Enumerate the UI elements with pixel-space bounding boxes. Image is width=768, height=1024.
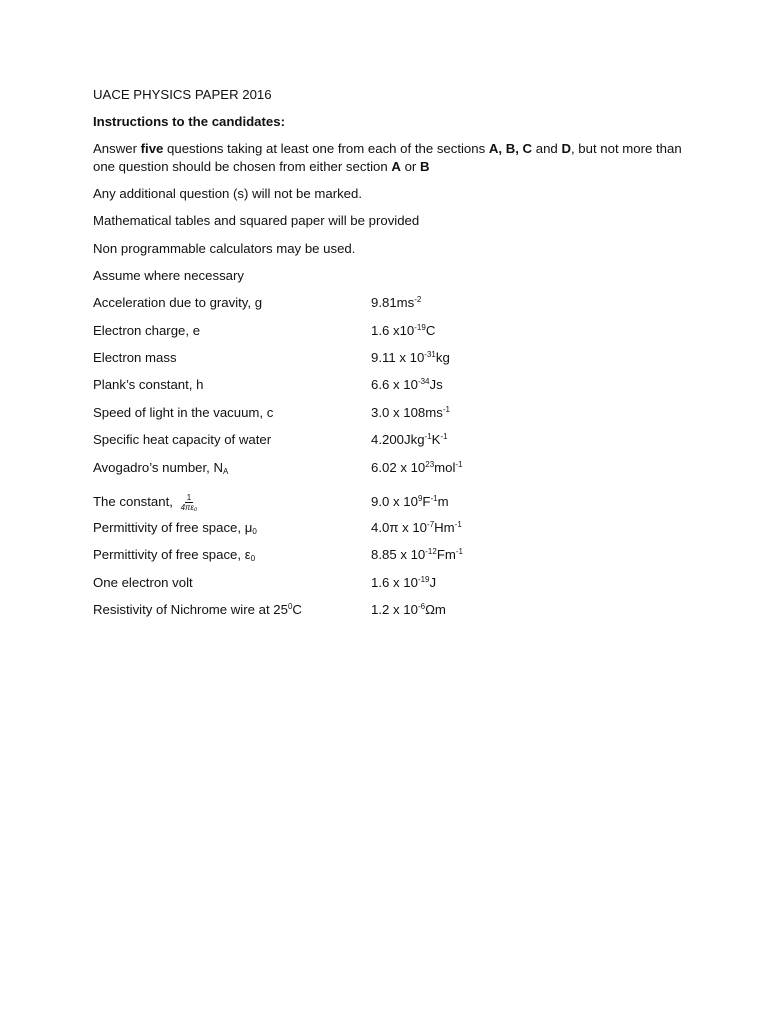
value-base: 3.0 x 108ms <box>371 404 443 420</box>
constant-value <box>371 601 446 619</box>
value-exponent: -1 <box>455 459 463 469</box>
value-exponent: -1 <box>455 547 463 557</box>
constant-label: One electron volt <box>93 574 193 590</box>
value-unit: Fm <box>436 547 456 563</box>
constant-value <box>371 493 449 511</box>
constant-row-gravity <box>93 294 693 321</box>
label-text: Permittivity of free space, ε <box>93 547 251 563</box>
constant-value <box>371 294 421 312</box>
value-unit: m <box>437 494 449 510</box>
answer-bold-a: A <box>391 159 401 174</box>
answer-bold-b: B <box>419 159 430 174</box>
value-exponent: -1 <box>454 519 462 529</box>
answer-text-1: Answer <box>93 141 141 156</box>
constant-value <box>371 322 435 340</box>
label-text: Resistivity of Nichrome wire at 25 <box>93 602 288 618</box>
constant-label: Specific heat capacity of water <box>93 432 272 448</box>
constant-value <box>371 404 450 422</box>
constant-label <box>93 493 371 512</box>
value-exponent: 9 <box>417 494 423 504</box>
exam-instructions-page <box>93 86 693 628</box>
value-exponent: -19 <box>414 322 426 332</box>
value-exponent: -6 <box>417 602 426 612</box>
constant-value <box>371 519 462 537</box>
value-base: 9.0 x 10 <box>371 494 418 510</box>
constant-row-specific-heat <box>93 431 693 458</box>
value-exponent: -7 <box>427 519 435 529</box>
value-base: 4.200Jkg <box>371 432 425 448</box>
value-unit: Hm <box>434 519 455 535</box>
instruction-line: Assume where necessary <box>93 267 244 283</box>
value-unit: C <box>425 322 436 338</box>
value-exponent: -1 <box>440 432 448 442</box>
label-text: The constant, <box>93 493 177 509</box>
value-unit: F <box>422 494 431 510</box>
value-unit: mol <box>434 459 456 475</box>
value-base: 1.2 x 10 <box>371 602 418 618</box>
answer-text-5: or <box>400 159 420 174</box>
constant-row-electron-mass <box>93 349 693 376</box>
instructions-heading: Instructions to the candidates: <box>93 114 285 129</box>
value-exponent: -1 <box>430 494 438 504</box>
constant-row-speed-of-light <box>93 404 693 431</box>
value-base: 4.0π x 10 <box>371 519 428 535</box>
constant-value <box>371 431 448 449</box>
value-base: 6.02 x 10 <box>371 459 426 475</box>
constant-row-nichrome <box>93 601 693 628</box>
answer-text-3: and <box>532 141 562 156</box>
value-base: 8.85 x 10 <box>371 547 426 563</box>
constant-label <box>93 546 371 564</box>
value-base: 1.6 x 10 <box>371 574 418 590</box>
value-unit: K <box>431 432 441 448</box>
label-subscript: 0 <box>252 526 257 536</box>
constant-label: Electron mass <box>93 349 177 365</box>
value-exponent: 23 <box>425 459 435 469</box>
constant-value <box>371 546 463 564</box>
value-exponent: -34 <box>417 377 430 387</box>
constant-row-permittivity <box>93 546 693 573</box>
value-base: 6.6 x 10 <box>371 377 418 393</box>
value-exponent: -19 <box>417 574 430 584</box>
constant-label: Electron charge, e <box>93 322 201 338</box>
fraction-numerator: 1 <box>186 492 192 502</box>
answer-bold-sections: A, B, C <box>488 141 533 156</box>
constant-row-permeability <box>93 519 693 546</box>
value-exponent: -1 <box>424 432 432 442</box>
label-subscript: 0 <box>250 554 256 564</box>
fraction <box>179 493 200 512</box>
constant-label: Speed of light in the vacuum, c <box>93 404 274 420</box>
label-superscript: 0 <box>287 602 293 612</box>
constant-value <box>371 349 450 367</box>
value-exponent: -2 <box>414 295 422 305</box>
constant-value <box>371 574 436 592</box>
value-unit: Js <box>429 377 443 393</box>
constant-label <box>93 601 371 619</box>
constant-row-avogadro <box>93 459 693 486</box>
value-base: 1.6 x10 <box>371 322 415 338</box>
constant-row-electron-volt <box>93 574 693 601</box>
answer-bold-five: five <box>140 141 164 156</box>
constant-row-coulomb <box>93 486 693 519</box>
constant-row-electron-charge <box>93 322 693 349</box>
value-exponent: -1 <box>442 404 450 414</box>
label-text: Permittivity of free space, μ <box>93 519 253 535</box>
constant-label: Plank’s constant, h <box>93 377 204 393</box>
label-unit: C <box>292 602 302 618</box>
instruction-line: Mathematical tables and squared paper will be provided <box>93 213 420 229</box>
answer-bold-d: D <box>561 141 571 156</box>
answer-instruction <box>93 140 693 176</box>
constant-row-planck <box>93 376 693 403</box>
instruction-line: Any additional question (s) will not be marked. <box>93 186 363 201</box>
fraction-denominator: 4πε₀ <box>180 502 198 512</box>
answer-text-2: questions taking at least one from each of the sections <box>163 141 489 156</box>
constant-value <box>371 459 463 477</box>
constants-table <box>93 294 693 628</box>
paper-title: UACE PHYSICS PAPER 2016 <box>93 87 272 102</box>
constant-label <box>93 459 371 477</box>
label-subscript: A <box>223 466 229 476</box>
value-exponent: -12 <box>425 547 437 557</box>
constant-label: Acceleration due to gravity, g <box>93 295 263 311</box>
answer-text-4: , but not more than one question should be chosen from either section <box>93 141 682 174</box>
value-unit: J <box>429 574 437 590</box>
value-base: 9.81ms <box>371 295 415 311</box>
value-unit: Ωm <box>425 602 446 618</box>
value-base: 9.11 x 10 <box>371 349 425 365</box>
constant-label <box>93 519 371 537</box>
value-exponent: -31 <box>424 349 436 359</box>
constant-value <box>371 376 443 394</box>
value-unit: kg <box>435 349 450 365</box>
label-text: Avogadro’s number, N <box>93 459 224 475</box>
instruction-line: Non programmable calculators may be used. <box>93 240 356 256</box>
